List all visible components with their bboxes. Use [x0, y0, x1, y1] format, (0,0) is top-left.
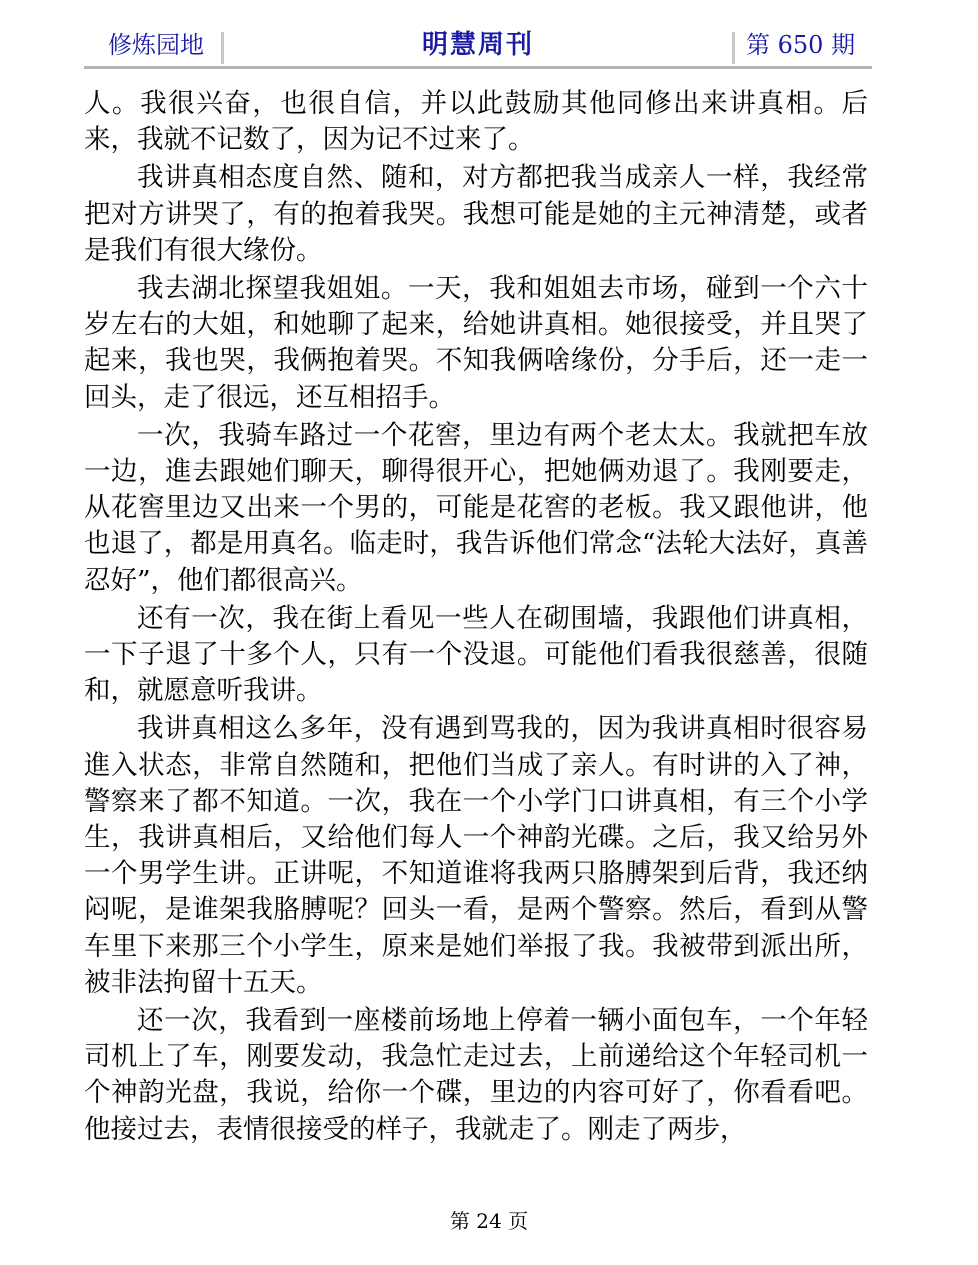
paragraph: 还有一次，我在街上看见一些人在砌围墙，我跟他们讲真相，一下子退了十多个人，只有一个没退。可能他们看我很慈善，很随和，就愿意听我讲。 [84, 602, 868, 707]
paragraph: 一次，我骑车路过一个花窖，里边有两个老太太。我就把车放一边，進去跟她们聊天，聊得很开心，把她俩劝退了。我刚要走，从花窖里边又出来一个男的，可能是花窖的老板。我又跟他讲，他也退了，都是用真名。临走时，我告诉他们常念“法轮大法好，真善忍好”，他们都很高兴。 [84, 419, 868, 596]
issue-number: 第 650 期 [746, 31, 856, 59]
paragraph: 人。我很兴奋，也很自信，并以此鼓励其他同修出来讲真相。后来，我就不记数了，因为记不过来了。 [84, 88, 868, 156]
paragraph: 还一次，我看到一座楼前场地上停着一辆小面包车，一个年轻司机上了车，刚要发动，我急忙走过去，上前递给这个年轻司机一个神韵光盘，我说，给你一个碟，里边的内容可好了，你看看吧。他接过去，表情很接受的样子，我就走了。刚走了两步， [84, 1005, 868, 1145]
page-number: 第 24 页 [449, 1209, 529, 1233]
publication-title: 明慧周刊 [421, 30, 534, 60]
section-label: 修炼园地 [108, 31, 204, 59]
article-body [84, 86, 868, 1150]
header-rule [84, 66, 872, 69]
page-header [84, 26, 872, 68]
header-divider-right [732, 32, 735, 64]
paragraph: 我讲真相这么多年，没有遇到骂我的，因为我讲真相时很容易進入状态，非常自然随和，把他们当成了亲人。有时讲的入了神，警察来了都不知道。一次，我在一个小学门口讲真相，有三个小学生，我讲真相后，又给他们每人一个神韵光碟。之后，我又给另外一个男学生讲。正讲呢，不知道谁将我两只胳膊架到后背，我还纳闷呢，是谁架我胳膊呢？回头一看，是两个警察。然后，看到从警车里下来那三个小学生，原来是她们举报了我。我被带到派出所，被非法拘留十五天。 [84, 713, 868, 998]
paragraph: 我讲真相态度自然、随和，对方都把我当成亲人一样，我经常把对方讲哭了，有的抱着我哭。我想可能是她的主元神清楚，或者是我们有很大缘份。 [84, 162, 868, 266]
paragraph: 我去湖北探望我姐姐。一天，我和姐姐去市场，碰到一个六十岁左右的大姐，和她聊了起来，给她讲真相。她很接受，并且哭了起来，我也哭，我俩抱着哭。不知我俩啥缘份，分手后，还一走一回头，走了很远，还互相招手。 [84, 273, 868, 413]
